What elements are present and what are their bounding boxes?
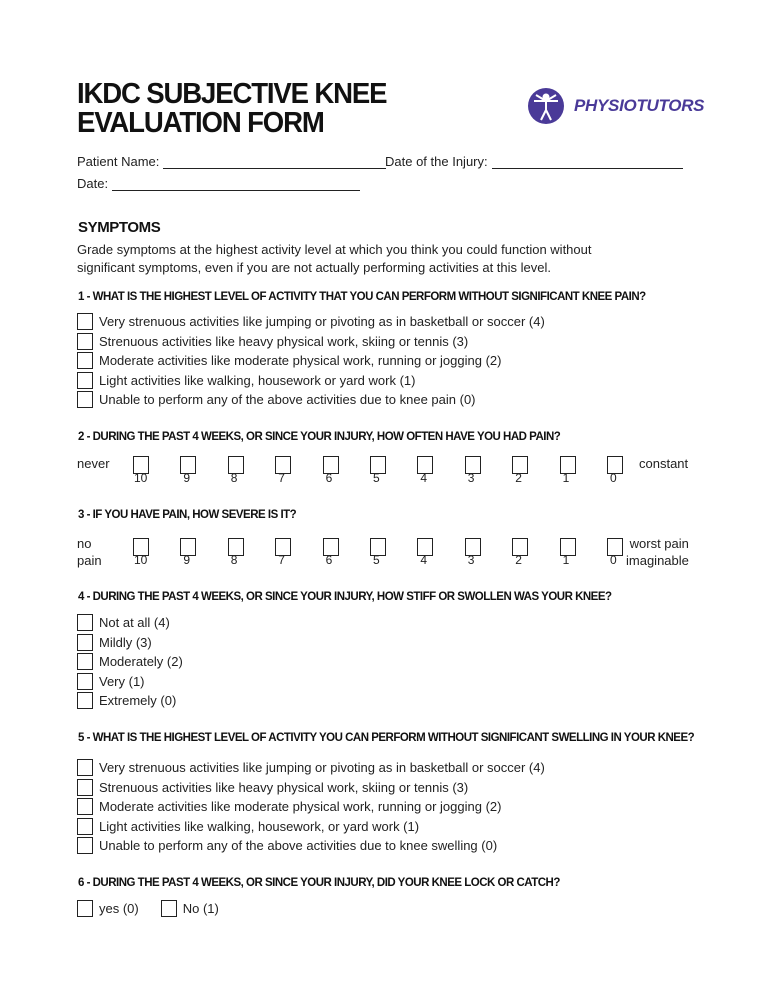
option-1[interactable] bbox=[77, 778, 545, 798]
scale-number: 10 bbox=[134, 471, 148, 485]
checkbox[interactable] bbox=[77, 313, 93, 330]
option-label: Moderate activities like moderate physical work, running or jogging (2) bbox=[99, 799, 502, 815]
label: Date of the Injury: bbox=[385, 154, 488, 169]
option-1[interactable] bbox=[77, 633, 183, 653]
checkbox[interactable] bbox=[77, 352, 93, 369]
scale-number: 1 bbox=[562, 553, 570, 567]
label-line: no bbox=[77, 536, 92, 551]
scale-left-label bbox=[77, 535, 102, 569]
scale-left-label: never bbox=[77, 456, 110, 471]
patient-name-field[interactable] bbox=[77, 154, 386, 169]
option-2[interactable] bbox=[77, 351, 545, 371]
injury-date-field[interactable] bbox=[385, 154, 683, 169]
checkbox[interactable] bbox=[77, 692, 93, 709]
question-2-scale bbox=[0, 450, 768, 500]
question-3-scale bbox=[0, 532, 768, 582]
scale-number: 4 bbox=[420, 553, 428, 567]
option-label: Very strenuous activities like jumping or pivoting as in basketball or soccer (4) bbox=[99, 760, 545, 776]
scale-number: 2 bbox=[515, 471, 522, 485]
checkbox[interactable] bbox=[77, 818, 93, 835]
scale-number: 7 bbox=[278, 471, 285, 485]
scale-number: 6 bbox=[325, 471, 333, 485]
scale-number: 5 bbox=[373, 553, 380, 567]
scale-number: 8 bbox=[230, 471, 238, 485]
option-label: Unable to perform any of the above activities due to knee pain (0) bbox=[99, 392, 476, 408]
checkbox[interactable] bbox=[77, 673, 93, 690]
option-0[interactable] bbox=[77, 899, 139, 919]
scale-number: 2 bbox=[515, 553, 522, 567]
scale-number: 9 bbox=[183, 471, 191, 485]
option-2[interactable] bbox=[77, 797, 545, 817]
checkbox[interactable] bbox=[77, 798, 93, 815]
date-line[interactable] bbox=[112, 178, 360, 191]
physiotutors-logo bbox=[528, 88, 704, 124]
question-1-title: 1 - WHAT IS THE HIGHEST LEVEL OF ACTIVITY THAT YOU CAN PERFORM WITHOUT SIGNIFICANT KNEE PAIN? bbox=[78, 291, 646, 303]
checkbox[interactable] bbox=[77, 837, 93, 854]
scale-right-label bbox=[626, 535, 689, 569]
question-1-options bbox=[77, 312, 545, 410]
option-label: Extremely (0) bbox=[99, 693, 177, 709]
option-label: No (1) bbox=[182, 901, 219, 917]
option-1[interactable] bbox=[77, 332, 545, 352]
option-label: Light activities like walking, housework, or yard work (1) bbox=[99, 818, 420, 834]
logo-text: PHYSIOTUTORS bbox=[574, 96, 705, 115]
checkbox[interactable] bbox=[77, 391, 93, 408]
label-line: imaginable bbox=[626, 553, 689, 568]
checkbox[interactable] bbox=[77, 759, 93, 776]
option-1[interactable] bbox=[161, 899, 219, 919]
option-2[interactable] bbox=[77, 652, 183, 672]
question-4-options bbox=[77, 613, 183, 711]
vitruvian-man-icon bbox=[528, 88, 564, 124]
scale-number: 4 bbox=[420, 471, 428, 485]
scale-number: 10 bbox=[134, 553, 148, 567]
question-6-title: 6 - DURING THE PAST 4 WEEKS, OR SINCE YOUR INJURY, DID YOUR KNEE LOCK OR CATCH? bbox=[78, 877, 560, 889]
question-2-title: 2 - DURING THE PAST 4 WEEKS, OR SINCE YOUR INJURY, HOW OFTEN HAVE YOU HAD PAIN? bbox=[78, 431, 561, 443]
scale-number: 7 bbox=[278, 553, 285, 567]
option-0[interactable] bbox=[77, 613, 183, 633]
injury-date-line[interactable] bbox=[492, 156, 683, 169]
option-0[interactable] bbox=[77, 758, 545, 778]
option-label: Unable to perform any of the above activities due to knee swelling (0) bbox=[99, 838, 498, 854]
checkbox[interactable] bbox=[77, 653, 93, 670]
scale-number: 3 bbox=[467, 553, 475, 567]
question-5-title: 5 - WHAT IS THE HIGHEST LEVEL OF ACTIVITY YOU CAN PERFORM WITHOUT SIGNIFICANT SWELLING IN YOUR KNEE? bbox=[78, 732, 695, 744]
scale-right-label: constant bbox=[639, 456, 689, 471]
scale-number: 6 bbox=[325, 553, 333, 567]
checkbox[interactable] bbox=[77, 614, 93, 631]
label: Patient Name: bbox=[77, 154, 160, 169]
section-title: SYMPTOMS bbox=[78, 219, 161, 236]
option-label: Moderate activities like moderate physical work, running or jogging (2) bbox=[99, 353, 502, 369]
option-3[interactable] bbox=[77, 817, 545, 837]
option-3[interactable] bbox=[77, 672, 183, 692]
checkbox[interactable] bbox=[77, 900, 93, 917]
scale-number: 0 bbox=[610, 553, 617, 567]
checkbox[interactable] bbox=[77, 779, 93, 796]
section-intro: Grade symptoms at the highest activity level at which you think you could function without significant symptoms, even if you are not actually performing activities at this level. bbox=[77, 242, 592, 275]
option-label: Light activities like walking, housework or yard work (1) bbox=[99, 372, 416, 388]
option-label: Very (1) bbox=[99, 673, 145, 689]
option-label: Not at all (4) bbox=[99, 615, 170, 631]
option-3[interactable] bbox=[77, 371, 545, 391]
date-field[interactable] bbox=[77, 176, 360, 191]
option-label: Strenuous activities like heavy physical work, skiing or tennis (3) bbox=[99, 333, 469, 349]
scale-number: 9 bbox=[183, 553, 191, 567]
option-4[interactable] bbox=[77, 836, 545, 856]
question-5-options bbox=[77, 758, 545, 856]
question-6-options bbox=[77, 899, 219, 919]
label-line: pain bbox=[77, 553, 102, 568]
scale-number: 1 bbox=[562, 471, 570, 485]
scale-number: 0 bbox=[610, 471, 617, 485]
scale-number: 8 bbox=[230, 553, 238, 567]
option-label: Very strenuous activities like jumping or pivoting as in basketball or soccer (4) bbox=[99, 314, 545, 330]
title-line: IKDC SUBJECTIVE KNEE bbox=[77, 78, 387, 110]
option-label: yes (0) bbox=[99, 901, 139, 917]
option-label: Mildly (3) bbox=[99, 634, 152, 650]
checkbox[interactable] bbox=[77, 333, 93, 350]
page-title bbox=[77, 80, 386, 138]
checkbox[interactable] bbox=[77, 634, 93, 651]
option-4[interactable] bbox=[77, 390, 545, 410]
patient-name-line[interactable] bbox=[163, 156, 386, 169]
checkbox[interactable] bbox=[77, 372, 93, 389]
question-3-title: 3 - IF YOU HAVE PAIN, HOW SEVERE IS IT? bbox=[78, 509, 297, 521]
scale-number: 5 bbox=[373, 471, 380, 485]
question-4-title: 4 - DURING THE PAST 4 WEEKS, OR SINCE YOUR INJURY, HOW STIFF OR SWOLLEN WAS YOUR KNEE? bbox=[78, 591, 612, 603]
option-label: Moderately (2) bbox=[99, 654, 183, 670]
option-label: Strenuous activities like heavy physical work, skiing or tennis (3) bbox=[99, 779, 469, 795]
label-line: worst pain bbox=[629, 536, 689, 551]
title-line: EVALUATION FORM bbox=[77, 107, 324, 139]
scale-number: 3 bbox=[467, 471, 475, 485]
checkbox[interactable] bbox=[161, 900, 177, 917]
option-0[interactable] bbox=[77, 312, 545, 332]
option-4[interactable] bbox=[77, 691, 183, 711]
label: Date: bbox=[77, 176, 109, 191]
